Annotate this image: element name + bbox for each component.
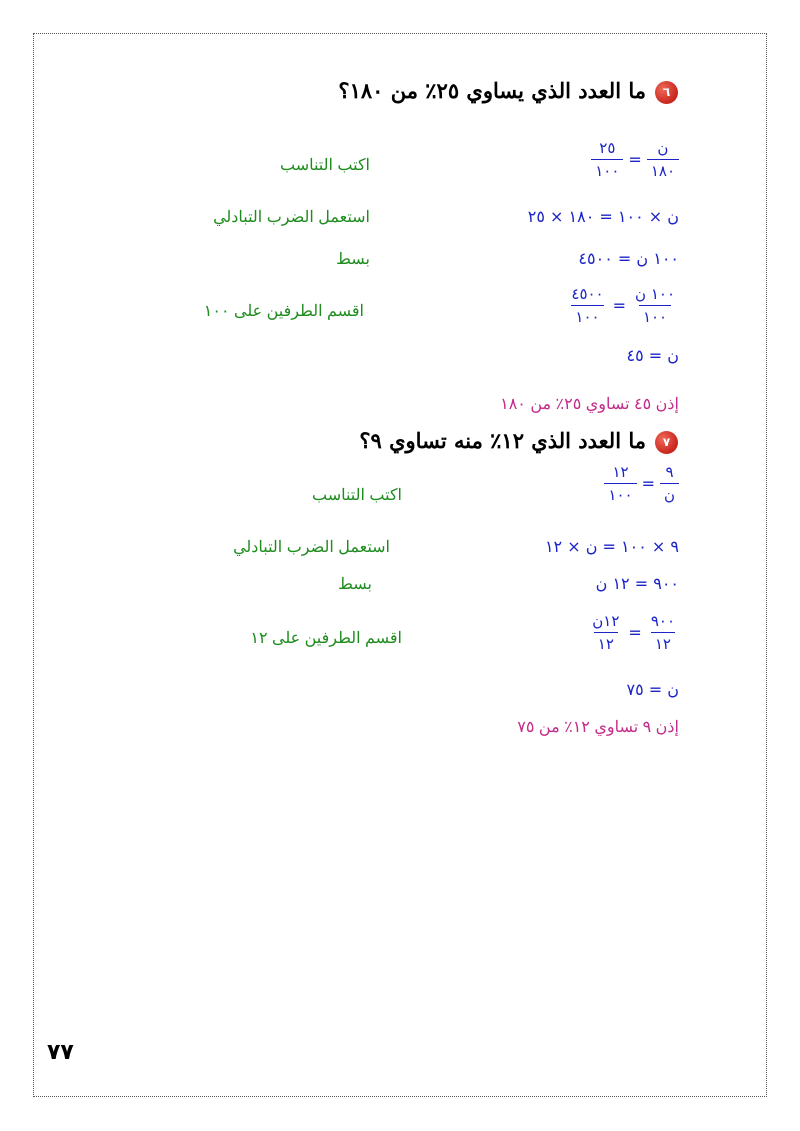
numerator: ٢٥ (599, 139, 616, 157)
problem-6-conclusion: إذن ٤٥ تساوي ٢٥٪ من ١٨٠ (500, 396, 679, 413)
numerator: ن (657, 139, 669, 157)
equals-sign: = (628, 623, 642, 642)
denominator: ١٠٠ (591, 159, 623, 179)
numerator: ٤٥٠٠ (571, 285, 604, 303)
problem-6-step-2-equation: ن × ١٠٠ = ١٨٠ × ٢٥ (527, 207, 679, 226)
denominator: ١٢ (594, 632, 618, 652)
problem-6-step-4-equation (567, 286, 679, 325)
equals-sign: = (628, 150, 642, 169)
problem-6-number-badge: ٦ (655, 81, 678, 104)
problem-6-step-3-instruction: بسط (336, 251, 370, 268)
problem-6-step-2-instruction: استعمل الضرب التبادلي (213, 209, 370, 226)
numerator: ١٢ن (592, 612, 620, 630)
denominator: ١٠٠ (639, 305, 671, 325)
problem-6-step-4-instruction: اقسم الطرفين على ١٠٠ (203, 303, 364, 320)
problem-7-step-4-instruction: اقسم الطرفين على ١٢ (250, 630, 402, 647)
problem-7-step-2-equation: ٩ × ١٠٠ = ن × ١٢ (544, 537, 679, 556)
problem-6-step-1-equation (591, 140, 679, 179)
denominator: ن (660, 483, 679, 503)
denominator: ١٠٠ (571, 305, 603, 325)
page-border (33, 33, 767, 1097)
page-number: ٧٧ (47, 1040, 74, 1065)
problem-7-step-5-equation: ن = ٧٥ (626, 680, 679, 699)
problem-7-conclusion: إذن ٩ تساوي ١٢٪ من ٧٥ (517, 719, 679, 736)
denominator: ١٢ (651, 632, 675, 652)
equals-sign: = (641, 474, 655, 493)
problem-7-step-1-instruction: اكتب التناسب (311, 487, 402, 504)
problem-7-step-4-equation (588, 613, 679, 652)
fraction (604, 464, 636, 503)
problem-7-step-3-instruction: بسط (338, 576, 372, 593)
numerator: ١٢ (612, 463, 629, 481)
denominator: ١٨٠ (647, 159, 679, 179)
fraction (591, 140, 623, 179)
problem-6-step-1-instruction: اكتب التناسب (279, 157, 370, 174)
denominator: ١٠٠ (604, 483, 636, 503)
problem-7-number-badge: ٧ (655, 431, 678, 454)
numerator: ٩٠٠ (650, 612, 675, 630)
numerator: ٩ (665, 463, 674, 481)
fraction (647, 613, 679, 652)
equals-sign: = (612, 296, 627, 315)
fraction (588, 613, 623, 652)
problem-6-step-3-equation: ١٠٠ ن = ٤٥٠٠ (578, 249, 679, 268)
problem-7-step-1-equation (604, 464, 679, 503)
numerator: ١٠٠ ن (635, 285, 675, 303)
problem-7-title: ما العدد الذي ١٢٪ منه تساوي ٩؟ (359, 428, 646, 453)
fraction (631, 286, 679, 325)
fraction (660, 464, 679, 503)
fraction (567, 286, 607, 325)
problem-6-step-5-equation: ن = ٤٥ (626, 346, 679, 365)
problem-7-step-3-equation: ٩٠٠ = ١٢ ن (595, 574, 679, 593)
problem-7-step-2-instruction: استعمل الضرب التبادلي (233, 539, 390, 556)
fraction (647, 140, 679, 179)
problem-6-title: ما العدد الذي يساوي ٢٥٪ من ١٨٠؟ (338, 78, 646, 103)
